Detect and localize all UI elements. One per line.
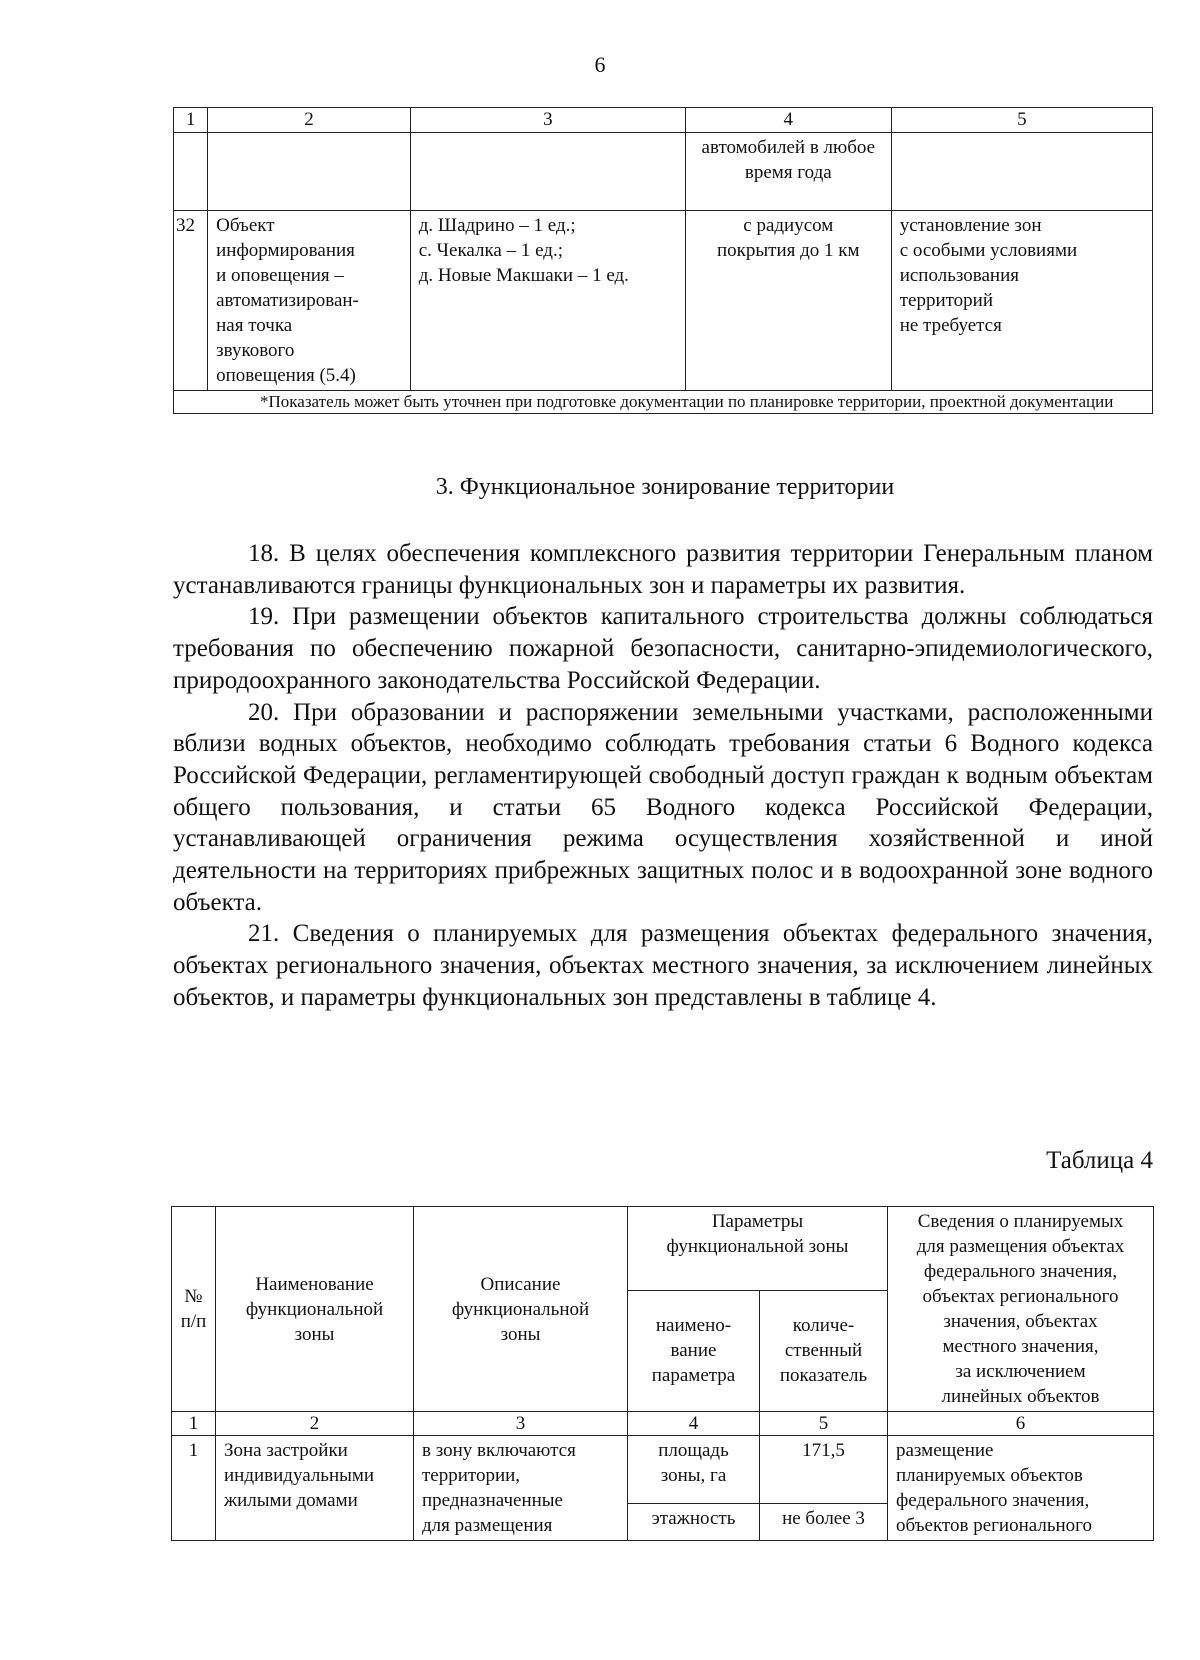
header-line: значения, объектах <box>943 1311 1098 1332</box>
header-line: № <box>184 1286 203 1307</box>
column-number: 2 <box>208 108 411 133</box>
header-line: показатель <box>779 1365 868 1387</box>
header-line: за исключением <box>955 1361 1086 1382</box>
header-line: объектах регионального <box>922 1286 1119 1307</box>
cell-line: с радиусом <box>743 215 834 236</box>
cell-line: звукового <box>216 340 295 361</box>
paragraph-20: 20. При образовании и распоряжении земельными участками, расположенными вблизи водных объектов, необходимо соблюдать требования статьи 6 Водного кодекса Российской Федерации, регламентирующей свободный доступ граждан к водным объектам общего пользования, и статьи 65 Водного кодекса Российской Федерации, устанавливающей ограничения режима осуществления хозяйственной и иной деятельности на территориях прибрежных защитных полос и в водоохранной зоне водного объекта. <box>173 698 1153 916</box>
parameter-value-cell: 171,5 <box>760 1436 888 1504</box>
cell-line: д. Шадрино – 1 ед.; <box>418 215 576 236</box>
carry-over-row <box>174 133 1153 211</box>
cell-line: оповещения (5.4) <box>216 365 356 386</box>
cell-line: Зона застройки <box>224 1440 348 1461</box>
cell-line: Объект <box>216 215 275 236</box>
cell-line: д. Новые Макшаки – 1 ед. <box>418 265 629 286</box>
cell-line: ная точка <box>216 315 293 336</box>
header-planned-objects <box>888 1207 1154 1412</box>
object-name-cell <box>208 211 411 391</box>
cell-line: и оповещения – <box>216 265 344 286</box>
cell-line: использования <box>899 265 1019 286</box>
header-zone-parameters <box>628 1207 888 1291</box>
column-number: 6 <box>888 1412 1154 1436</box>
header-line: наимено- <box>655 1315 732 1337</box>
header-line: линейных объектов <box>941 1386 1100 1407</box>
column-number: 1 <box>174 108 208 133</box>
header-number <box>172 1207 216 1412</box>
carry-over-cell: автомобилей в любое время года <box>685 133 891 211</box>
cell-line: не требуется <box>899 315 1002 336</box>
header-line: количе- <box>792 1315 855 1337</box>
paragraph-19: 19. При размещении объектов капитального строительства должны соблюдаться требования по обеспечению пожарной безопасности, санитарно-эпидемиологического, природоохранного законодательства Российской Федерации. <box>173 603 1153 694</box>
header-line: функциональной <box>451 1298 590 1320</box>
paragraph-21: 21. Сведения о планируемых для размещения объектах федерального значения, объектах регионального значения, объектах местного значения, за исключением линейных объектов, и параметры функциональных зон представлены в таблице 4. <box>173 920 1153 1011</box>
zone-name-cell <box>216 1436 414 1541</box>
header-line: функциональной <box>245 1298 384 1320</box>
table-row <box>174 211 1153 391</box>
row-number: 1 <box>172 1436 216 1541</box>
planned-objects-cell <box>888 1436 1154 1541</box>
cell-line: автоматизирован- <box>216 290 359 311</box>
header-line: Наименование <box>255 1273 374 1295</box>
header-line: зоны <box>294 1323 335 1345</box>
header-line: функциональной зоны <box>666 1236 849 1257</box>
column-number-row <box>174 108 1153 133</box>
section-title: 3. Функциональное зонирование территории <box>435 474 895 500</box>
zones-cell <box>891 211 1152 391</box>
functional-zones-table <box>171 1206 1154 1541</box>
header-line: Параметры <box>711 1211 804 1232</box>
header-line: зоны <box>500 1323 541 1345</box>
header-parameter-value <box>760 1290 888 1411</box>
table-caption: Таблица 4 <box>1046 1147 1153 1174</box>
column-number-row <box>172 1412 1154 1436</box>
header-line: п/п <box>180 1311 207 1332</box>
column-number: 4 <box>628 1412 760 1436</box>
cell-line: с особыми условиями <box>899 240 1078 261</box>
paragraph-18: 18. В целях обеспечения комплексного развития территории Генеральным планом устанавливаются границы функциональных зон и параметры их развития. <box>173 540 1153 599</box>
cell-line: площадь <box>658 1440 729 1461</box>
header-row <box>172 1207 1154 1291</box>
parameter-value-cell: не более 3 <box>760 1503 888 1540</box>
header-line: Описание <box>480 1273 561 1295</box>
location-cell <box>410 211 685 391</box>
column-number: 5 <box>891 108 1152 133</box>
column-number: 2 <box>216 1412 414 1436</box>
header-line: вание <box>670 1340 717 1362</box>
parameter-name-cell <box>628 1436 760 1504</box>
cell-line: покрытия до 1 км <box>717 240 860 261</box>
header-line: федерального значения, <box>923 1261 1118 1282</box>
cell-line: установление зон <box>899 215 1042 236</box>
cell-line: индивидуальными <box>224 1465 375 1486</box>
column-number: 4 <box>685 108 891 133</box>
header-zone-name <box>216 1207 414 1412</box>
cell-line: территорий <box>899 290 993 311</box>
section-body <box>173 538 1153 1014</box>
cell-line: объектов регионального <box>896 1515 1093 1536</box>
cell-line: планируемых объектов <box>896 1465 1083 1486</box>
header-parameter-name <box>628 1290 760 1411</box>
row-number: 32 <box>174 211 208 391</box>
table-row <box>172 1436 1154 1504</box>
footnote-row <box>174 391 1153 414</box>
cell-line: зоны, га <box>660 1465 727 1486</box>
zone-description-cell <box>414 1436 628 1541</box>
page-number: 6 <box>594 52 606 77</box>
cell-line: с. Чекалка – 1 ед.; <box>418 240 563 261</box>
header-line: параметра <box>651 1365 736 1387</box>
header-line: местного значения, <box>942 1336 1099 1357</box>
column-number: 3 <box>414 1412 628 1436</box>
header-line: для размещения объектах <box>916 1236 1125 1257</box>
header-line: Сведения о планируемых <box>917 1211 1124 1232</box>
continuation-table <box>173 107 1153 414</box>
header-line: ственный <box>784 1340 863 1362</box>
column-number: 5 <box>760 1412 888 1436</box>
cell-line: размещение <box>896 1440 994 1461</box>
parameter-name-cell: этажность <box>628 1503 760 1540</box>
cell-line: в зону включаются <box>422 1440 576 1461</box>
cell-line: территории, <box>422 1465 521 1486</box>
cell-line: предназначенные <box>422 1490 563 1511</box>
footnote: *Показатель может быть уточнен при подготовке документации по планировке территории, проектной документации <box>174 391 1153 414</box>
parameter-cell <box>685 211 891 391</box>
cell-line: для размещения <box>422 1515 553 1536</box>
header-zone-description <box>414 1207 628 1412</box>
cell-line: информирования <box>216 240 355 261</box>
column-number: 3 <box>410 108 685 133</box>
cell-line: федерального значения, <box>896 1490 1090 1511</box>
column-number: 1 <box>172 1412 216 1436</box>
cell-line: жилыми домами <box>224 1490 358 1511</box>
